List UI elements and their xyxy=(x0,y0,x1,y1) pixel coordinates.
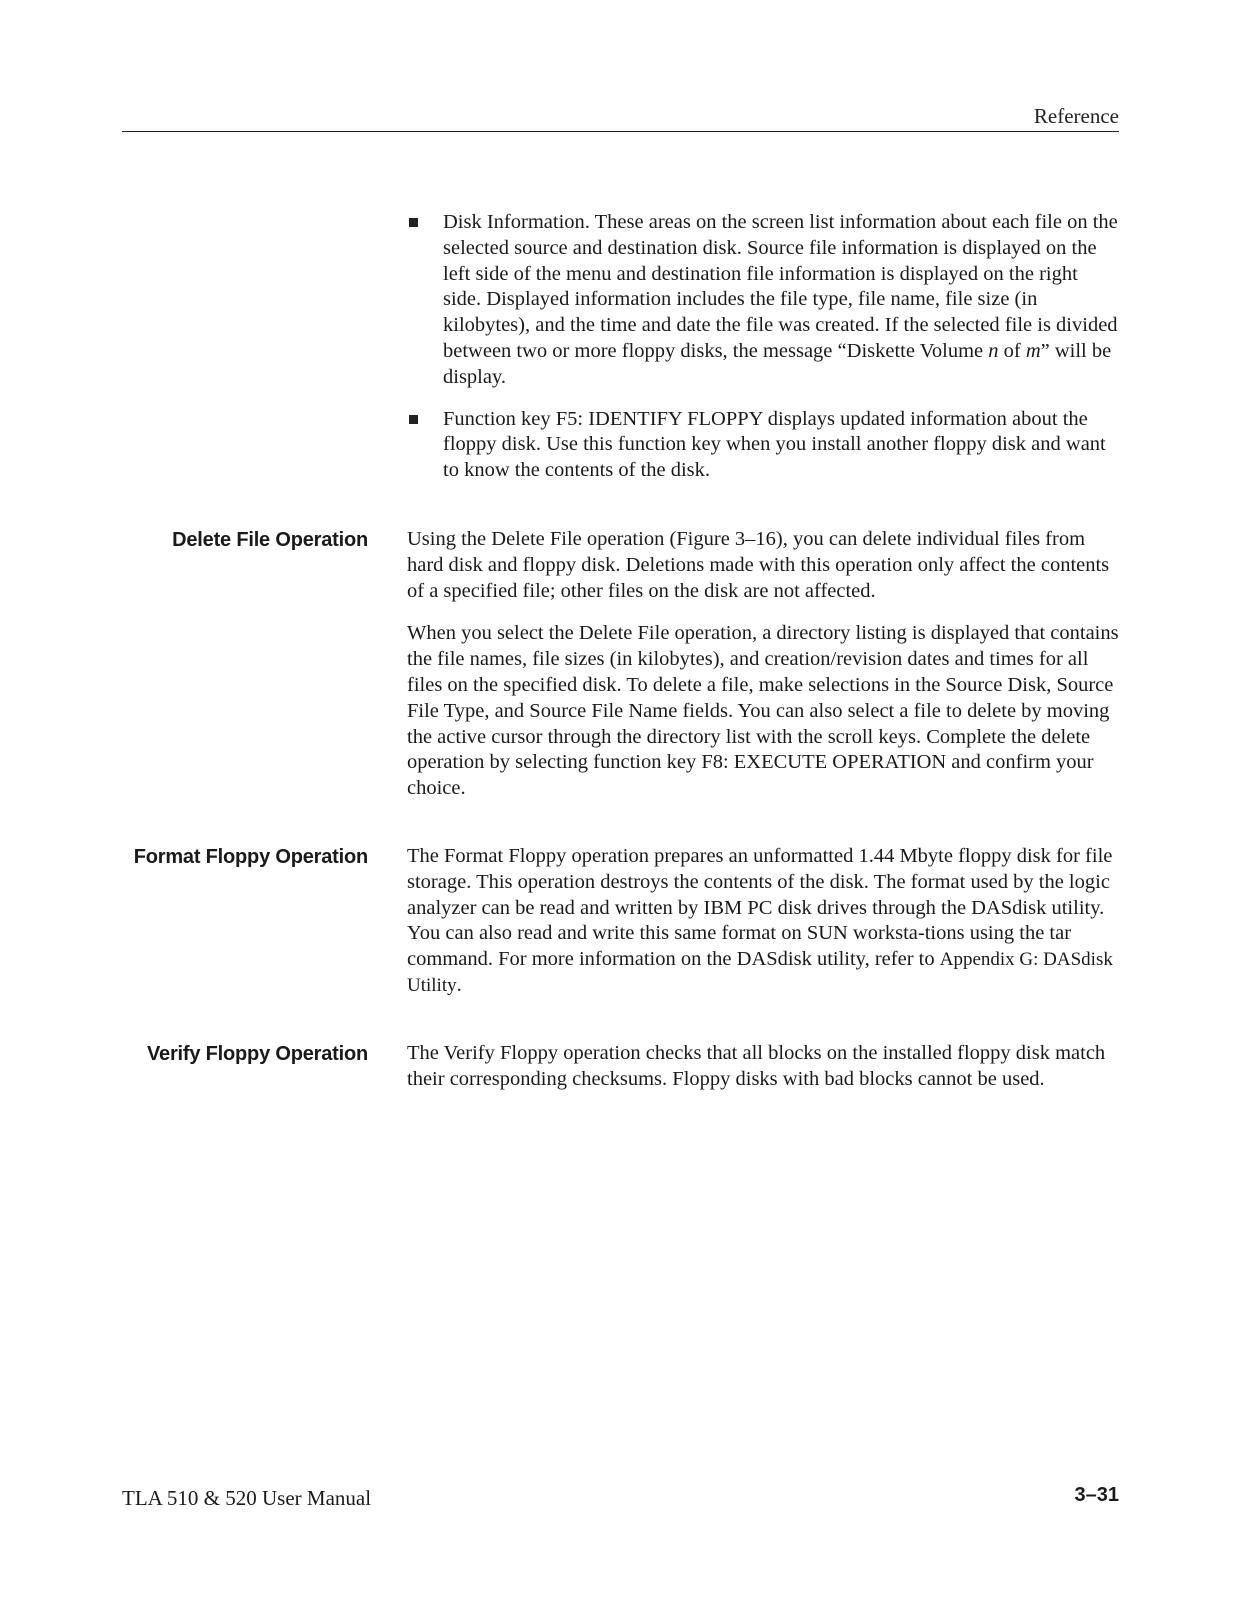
paragraph: When you select the Delete File operation, a directory listing is displayed that contains the file names, file sizes (in kilobytes), and creation/revision dates and times for all files on the specified disk. To delete a file, make selections in the Source Disk, Source File Type, and Source File Name fields. You can also select a file to delete by moving the active cursor through the directory list with the scroll keys. Complete the delete operation by selecting function key F8: EXECUTE OPERATION and confirm your choice. xyxy=(407,622,1119,800)
section-body xyxy=(407,844,1119,1016)
paragraph: The Verify Floppy operation checks that all blocks on the installed floppy disk match their corresponding checksums. Floppy disks with bad blocks cannot be used. xyxy=(407,1042,1106,1090)
bullet-text: Function key F5: IDENTIFY FLOPPY displays updated information about the floppy disk. Use this function key when you install another floppy disk and want to know the contents of the disk. xyxy=(443,407,1106,482)
section-body xyxy=(407,527,1119,819)
paragraph xyxy=(407,844,1119,999)
paragraph: Using the Delete File operation (Figure 3–16), you can delete individual files from hard disk and floppy disk. Deletions made with this operation only affect the contents of a specified file; other files on the disk are not affected. xyxy=(407,528,1110,602)
footer-manual-title: TLA 510 & 520 User Manual xyxy=(122,1486,372,1510)
bullet-item-disk-information xyxy=(408,210,1120,391)
running-header: Reference xyxy=(1033,104,1119,128)
footer-page-number: 3–31 xyxy=(1074,1484,1119,1506)
paragraph-end: . xyxy=(456,973,462,996)
section-heading: Format Floppy Operation xyxy=(133,846,368,868)
bullet-list xyxy=(408,210,1120,500)
appendix-cross-reference[interactable]: Appendix G: DASdisk Utility xyxy=(407,949,1113,996)
variable-m: m xyxy=(1025,339,1041,362)
square-bullet-icon xyxy=(409,218,418,227)
variable-n: n xyxy=(988,339,999,362)
square-bullet-icon xyxy=(409,415,418,424)
bullet-text-b: of xyxy=(998,339,1026,362)
header-rule xyxy=(122,131,1119,132)
section-body xyxy=(407,1041,1119,1110)
bullet-text-a: Disk Information. These areas on the screen list information about each file on the selected source and destination disk. Source file information is displayed on the left side of the menu and destination file information is displayed on the right side. Displayed information includes the file type, file name, file size (in kilobytes), and the time and date the file was created. If the selected file is divided between two or more floppy disks, the message “Diskette Volume xyxy=(443,211,1118,362)
bullet-item-function-key-f5 xyxy=(408,407,1120,484)
section-heading: Verify Floppy Operation xyxy=(147,1043,368,1065)
section-heading: Delete File Operation xyxy=(172,529,368,551)
paragraph-text: The Format Floppy operation prepares an unformatted 1.44 Mbyte floppy disk for file storage. This operation destroys the contents of the disk. The format used by the logic analyzer can be read and written by IBM PC disk drives through the DASdisk utility. You can also read and write this same format on SUN worksta-tions using the tar command. For more information on the DASdisk utility, refer to xyxy=(407,845,1113,971)
bullet-text-c: ” will be display. xyxy=(443,339,1112,388)
